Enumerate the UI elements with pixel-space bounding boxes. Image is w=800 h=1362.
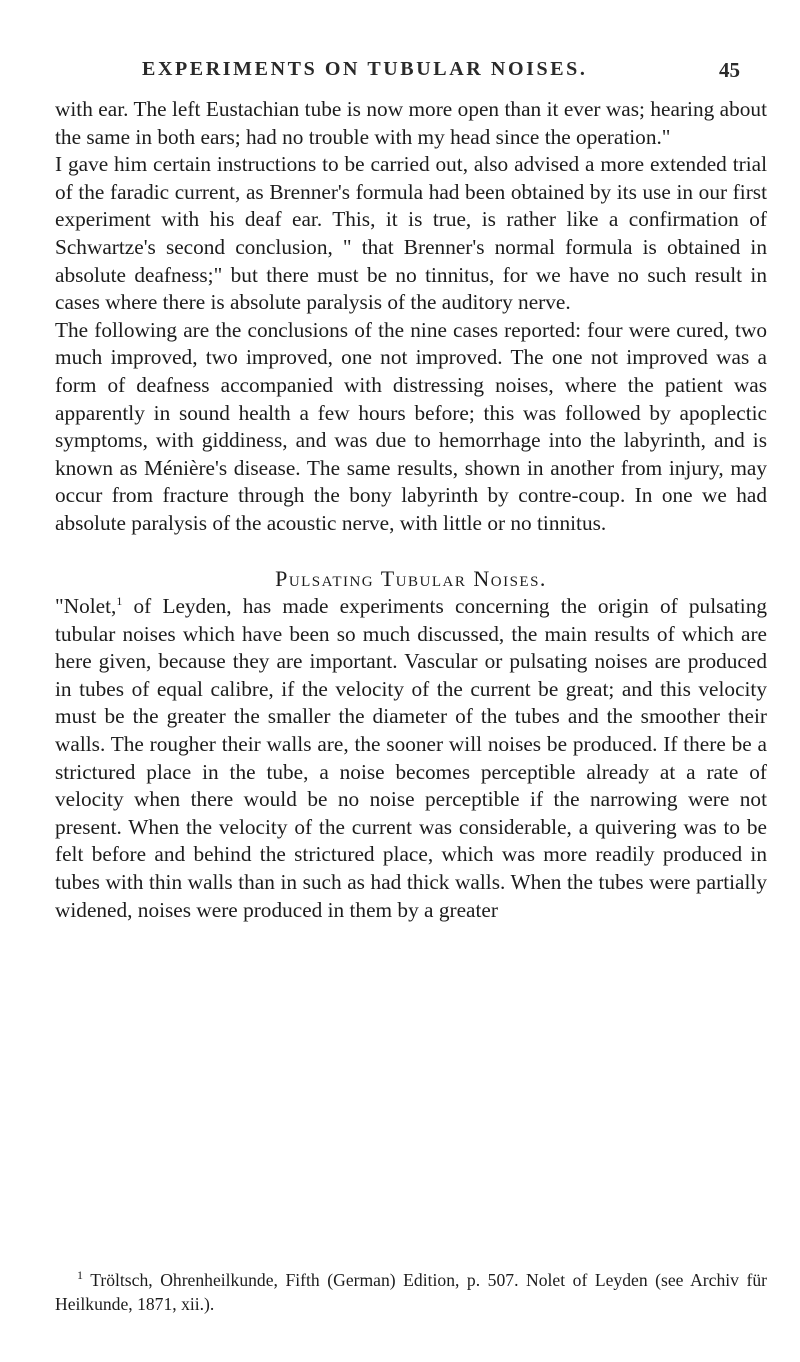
page-number: 45 [719, 58, 740, 82]
footnotes [55, 1268, 767, 1316]
running-title: EXPERIMENTS ON TUBULAR NOISES. [142, 58, 588, 80]
footnote [55, 1268, 767, 1316]
footnote-reference: 1 [116, 594, 123, 608]
body-text [55, 96, 767, 924]
section-paragraph [55, 593, 767, 924]
section-text: of Leyden, has made experiments concerning the origin of pulsating tubular noises which have been so much discussed, the main results of which are here given, because they are important. Vascular or pulsating noises are produced in tubes of equal calibre, if the velocity of the current be great; and this velocity must be the greater the smaller the diameter of the tubes and the smoother their walls. The rougher their walls are, the sooner will noises be produced. If there be a strictured place in the tube, a noise becomes perceptible already at a rate of velocity when there would be no noise perceptible if the narrowing were not present. When the velocity of the current was considerable, a quivering was to be felt before and behind the strictured place, which was more readily produced in tubes with thin walls than in such as had thick walls. When the tubes were partially widened, noises were produced in them by a greater [55, 594, 767, 922]
footnote-mark: 1 [77, 1268, 83, 1283]
running-head [0, 58, 800, 88]
section-heading: Pulsating Tubular Noises. [275, 565, 547, 591]
paragraph: with ear. The left Eustachian tube is now more open than it ever was; hearing about the same in both ears; had no trouble with my head since the operation." [55, 97, 767, 149]
paragraph: I gave him certain instructions to be carried out, also advised a more extended trial of the faradic current, as Brenner's formula had been obtained by its use in our first experiment with his deaf ear. This, it is true, is rather like a confirmation of Schwartze's second conclusion, " that Brenner's normal formula is obtained in absolute deafness;" but there must be no tinnitus, for we have no such result in cases where there is absolute paralysis of the auditory nerve. [55, 152, 767, 315]
paragraph: The following are the conclusions of the nine cases reported: four were cured, two much improved, two improved, one not improved. The one not improved was a form of deafness accompanied with distressing noises, where the patient was apparently in sound health a few hours before; this was followed by apoplectic symptoms, with giddiness, and was due to hemorrhage into the labyrinth, and is known as Ménière's disease. The same results, shown in another from injury, may occur from fracture through the bony labyrinth by contre-coup. In one we had absolute paralysis of the acoustic nerve, with little or no tinnitus. [55, 317, 767, 535]
footnote-text: Tröltsch, Ohrenheilkunde, Fifth (German) Edition, p. 507. Nolet of Leyden (see Archiv für Heilkunde, 1871, xii.). [55, 1270, 767, 1314]
section-lead: "Nolet, [55, 594, 117, 619]
